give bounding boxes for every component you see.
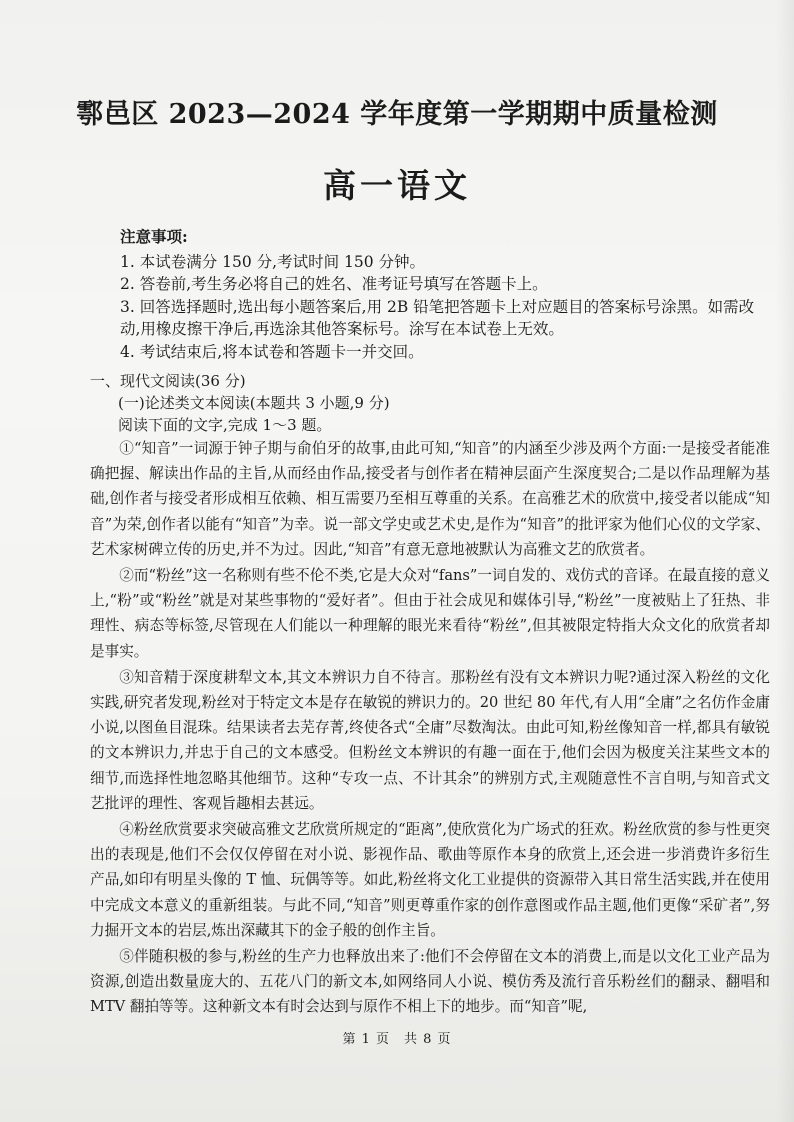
notice-item: 2. 答卷前,考生务必将自己的姓名、准考证号填写在答题卡上。 bbox=[120, 275, 548, 293]
notice-item: 4. 考试结束后,将本试卷和答题卡一并交回。 bbox=[120, 342, 424, 361]
passage-paragraph: ⑤伴随积极的参与,粉丝的生产力也释放出来了:他们不会停留在文本的消费上,而是以文化工业产品为资源,创造出数量庞大的、五花八门的新文本,如网络同人小说、模仿秀及流行音乐粉丝们的翻录、翻唱和 MTV 翻拍等等。这种新文本有时会达到与原作不相上下的地步。而“知音”呢, bbox=[90, 948, 770, 1016]
section-instruction: 阅读下面的文字,完成 1～3 题。 bbox=[118, 416, 332, 434]
notice-item-text: 3. 回答选择题时,选出每小题答案后,用 2B 铅笔把答题卡上对应题目的答案标号涂黑。如需改动,用橡皮擦干净后,再选涂其他答案标号。涂写在本试卷上无效。 bbox=[120, 297, 755, 338]
section-subheading: (一)论述类文本阅读(本题共 3 小题,9 分) bbox=[118, 394, 390, 412]
page-edge-shadow bbox=[776, 0, 794, 1122]
passage-paragraph: ②而“粉丝”这一名称则有些不伦不类,它是大众对“fans”一词自发的、戏仿式的音译。在最直接的意义上,“粉”或“粉丝”就是对某些事物的“爱好者”。但由于社会成见和媒体引导,“粉丝”一度被贴上了狂热、非理性、病态等标签,尽管现在人们能以一种理解的眼光来看待“粉丝”,但其被限定特指大众文化的欣赏者却是事实。 bbox=[90, 567, 770, 660]
passage-paragraph: ①“知音”一词源于钟子期与俞伯牙的故事,由此可知,“知音”的内涵至少涉及两个方面:一是接受者能准确把握、解读出作品的主旨,从而经由作品,接受者与创作者在精神层面产生深度契合;二是以作品理解为基础,创作者与接受者形成相互依赖、相互需要乃至相互尊重的关系。在高雅艺术的欣赏中,接受者以能成“知音”为荣,创作者以能有“知音”为幸。说一部文学史或艺术史,是作为“知音”的批评家为他们心仪的文学家、艺术家树碑立传的历史,并不为过。因此,“知音”有意无意地被默认为高雅文艺的欣赏者。 bbox=[90, 440, 770, 558]
notice-heading: 注意事项: bbox=[120, 227, 188, 246]
page-number: 第 1 页 共 8 页 bbox=[342, 1032, 452, 1047]
passage-paragraph: ③知音精于深度耕犁文本,其文本辨识力自不待言。那粉丝有没有文本辨识力呢?通过深入粉丝的文化实践,研究者发现,粉丝对于特定文本是存在敏锐的辨识力的。20 世纪 80 年代,有人用“全庸”之名仿作金庸小说,以图鱼目混珠。结果读者去芜存菁,终使各式“全庸”尽数淘汰。由此可知,粉丝像知音一样,都具有敏锐的文本辨识力,并忠于自己的文本感受。但粉丝文本辨识的有趣一面在于,他们会因为极度关注某些文本的细节,而选择性地忽略其他细节。这种“专攻一点、不计其余”的辨别方式,主观随意性不言自明,与知音式文艺批评的理性、客观旨趣相去甚远。 bbox=[90, 668, 770, 812]
section-header bbox=[90, 370, 770, 436]
section-heading: 一、现代文阅读(36 分) bbox=[90, 372, 246, 390]
subject-title: 高一语文 bbox=[323, 166, 471, 205]
notice-item bbox=[120, 296, 760, 341]
exam-title: 鄠邑区 2023—2024 学年度第一学期期中质量检测 bbox=[76, 99, 718, 130]
reading-passage bbox=[90, 436, 770, 1021]
notice-item: 1. 本试卷满分 150 分,考试时间 150 分钟。 bbox=[120, 252, 426, 271]
notice-block bbox=[120, 226, 760, 363]
passage-paragraph: ④粉丝欣赏要求突破高雅文艺欣赏所规定的“距离”,使欣赏化为广场式的狂欢。粉丝欣赏的参与性更突出的表现是,他们不会仅仅停留在对小说、影视作品、歌曲等原作本身的欣赏上,还会进一步消费许多衍生产品,如印有明星头像的 T 恤、玩偶等等。如此,粉丝将文化工业提供的资源带入其日常生活实践,并在使用中完成文本意义的重新组装。与此不同,“知音”则更尊重作家的创作意图或作品主题,他们更像“采矿者”,努力掘开文本的岩层,炼出深藏其下的金子般的创作主旨。 bbox=[90, 821, 770, 939]
